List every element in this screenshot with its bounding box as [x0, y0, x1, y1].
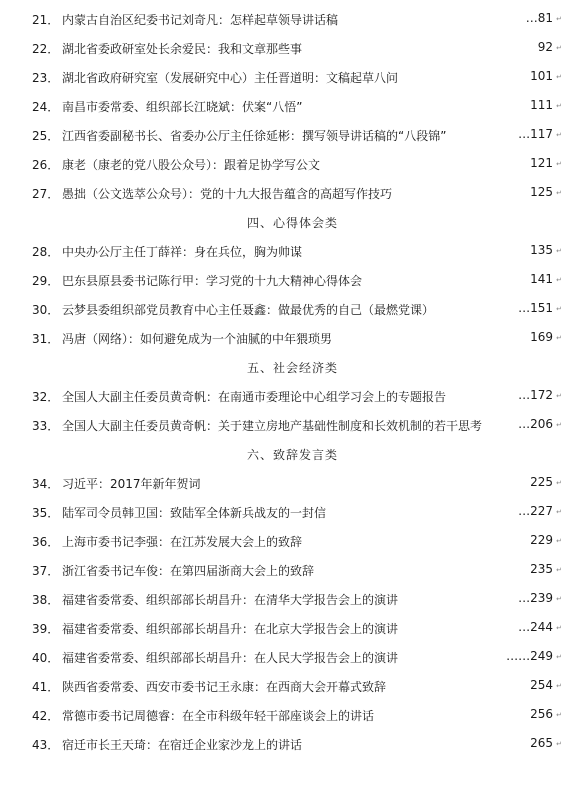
entry-page-number [517, 388, 553, 402]
entry-number: 30． [32, 303, 60, 317]
entry-title: 云梦县委组织部党员教育中心主任聂鑫：做最优秀的自己（最燃党课） [62, 303, 435, 317]
entry-leader-dots: … [518, 417, 531, 431]
toc-entry[interactable] [0, 530, 585, 552]
paragraph-mark-icon: ↵ [556, 595, 562, 603]
entry-number: 27． [32, 187, 60, 201]
entry-page-number [529, 272, 553, 286]
toc-entry[interactable] [0, 617, 585, 639]
entry-page-value: 111 [530, 98, 553, 112]
paragraph-mark-icon: ↵ [556, 711, 562, 719]
paragraph-mark-icon: ↵ [556, 334, 562, 342]
toc-entry[interactable] [0, 240, 585, 262]
toc-entry[interactable] [0, 472, 585, 494]
entry-page-value: 229 [530, 533, 553, 547]
entry-page-value: 225 [530, 475, 553, 489]
entry-page-value: 227 [530, 504, 553, 518]
entry-leader-dots: …… [506, 649, 531, 663]
entry-page-value: 265 [530, 736, 553, 750]
entry-number: 38． [32, 593, 60, 607]
paragraph-mark-icon: ↵ [556, 740, 562, 748]
entry-title: 江西省委副秘书长、省委办公厅主任徐延彬：撰写领导讲话稿的“八段锦” [62, 129, 447, 143]
section-title: 四、心得体会类 [246, 216, 338, 230]
entry-number: 29． [32, 274, 60, 288]
entry-leader-dots: … [518, 301, 531, 315]
entry-page-number [529, 185, 553, 199]
entry-page-number [529, 707, 553, 721]
entry-page-number [517, 127, 553, 141]
entry-number: 42． [32, 709, 60, 723]
entry-page-value: 235 [530, 562, 553, 576]
entry-number: 39． [32, 622, 60, 636]
entry-title: 全国人大副主任委员黄奇帆：关于建立房地产基础性制度和长效机制的若干思考 [62, 419, 483, 433]
entry-number: 35． [32, 506, 60, 520]
entry-page-value: 239 [530, 591, 553, 605]
toc-entry[interactable] [0, 385, 585, 407]
entry-title: 习近平：2017年新年贺词 [62, 477, 201, 491]
entry-page-number [529, 562, 553, 576]
entry-leader-dots: … [518, 620, 531, 634]
paragraph-mark-icon: ↵ [556, 624, 562, 632]
entry-page-number [529, 156, 553, 170]
entry-leader-dots: … [518, 591, 531, 605]
entry-page-number [529, 678, 553, 692]
paragraph-mark-icon: ↵ [556, 102, 562, 110]
entry-number: 43． [32, 738, 60, 752]
entry-number: 34． [32, 477, 60, 491]
entry-number: 23． [32, 71, 60, 85]
entry-number: 40． [32, 651, 60, 665]
entry-title: 陕西省委常委、西安市委书记王永康：在西商大会开幕式致辞 [62, 680, 387, 694]
entry-page-number [529, 243, 553, 257]
toc-entry[interactable] [0, 704, 585, 726]
paragraph-mark-icon: ↵ [556, 566, 562, 574]
entry-title: 福建省委常委、组织部部长胡昌升：在人民大学报告会上的演讲 [62, 651, 399, 665]
paragraph-mark-icon: ↵ [556, 392, 562, 400]
paragraph-mark-icon: ↵ [556, 131, 562, 139]
entry-leader-dots: … [518, 127, 531, 141]
paragraph-mark-icon: ↵ [556, 537, 562, 545]
toc-entry[interactable] [0, 182, 585, 204]
section-title: 五、社会经济类 [246, 361, 338, 375]
paragraph-mark-icon: ↵ [556, 189, 562, 197]
entry-page-value: 256 [530, 707, 553, 721]
toc-entry[interactable] [0, 327, 585, 349]
entry-page-number [517, 301, 553, 315]
entry-title: 上海市委书记李强：在江苏发展大会上的致辞 [62, 535, 303, 549]
toc-entry[interactable] [0, 37, 585, 59]
entry-page-number [529, 330, 553, 344]
paragraph-mark-icon: ↵ [556, 508, 562, 516]
paragraph-mark-icon: ↵ [556, 276, 562, 284]
toc-entry[interactable] [0, 646, 585, 668]
entry-page-value: 125 [530, 185, 553, 199]
paragraph-mark-icon: ↵ [556, 682, 562, 690]
entry-title: 内蒙古自治区纪委书记刘奇凡：怎样起草领导讲话稿 [62, 13, 339, 27]
section-heading [0, 211, 585, 233]
section-heading [0, 356, 585, 378]
entry-title: 浙江省委书记车俊：在第四届浙商大会上的致辞 [62, 564, 315, 578]
toc-entry[interactable] [0, 501, 585, 523]
toc-entry[interactable] [0, 124, 585, 146]
entry-number: 24． [32, 100, 60, 114]
section-heading [0, 443, 585, 465]
entry-page-value: 172 [530, 388, 553, 402]
entry-page-number [517, 591, 553, 605]
entry-title: 冯唐（网络）：如何避免成为一个油腻的中年猥琐男 [62, 332, 333, 346]
entry-page-number [517, 504, 553, 518]
paragraph-mark-icon: ↵ [556, 15, 562, 23]
entry-title: 福建省委常委、组织部部长胡昌升：在北京大学报告会上的演讲 [62, 622, 399, 636]
entry-title: 中央办公厅主任丁薛祥：身在兵位，胸为帅谋 [62, 245, 303, 259]
entry-title: 陆军司令员韩卫国：致陆军全体新兵战友的一封信 [62, 506, 327, 520]
entry-title: 常德市委书记周德睿：在全市科级年轻干部座谈会上的讲话 [62, 709, 375, 723]
entry-page-value: 101 [530, 69, 553, 83]
paragraph-mark-icon: ↵ [556, 44, 562, 52]
entry-title: 愚拙（公文选萃公众号）：党的十九大报告蕴含的高超写作技巧 [62, 187, 393, 201]
toc-entry[interactable] [0, 733, 585, 755]
toc-entry[interactable] [0, 675, 585, 697]
paragraph-mark-icon: ↵ [556, 479, 562, 487]
paragraph-mark-icon: ↵ [556, 160, 562, 168]
entry-page-number [529, 533, 553, 547]
entry-number: 32． [32, 390, 60, 404]
entry-title: 福建省委常委、组织部部长胡昌升：在清华大学报告会上的演讲 [62, 593, 399, 607]
entry-number: 26． [32, 158, 60, 172]
paragraph-mark-icon: ↵ [556, 73, 562, 81]
entry-title: 全国人大副主任委员黄奇帆：在南通市委理论中心组学习会上的专题报告 [62, 390, 447, 404]
toc-entry[interactable] [0, 95, 585, 117]
entry-title: 巴东县原县委书记陈行甲：学习党的十九大精神心得体会 [62, 274, 363, 288]
entry-page-value: 135 [530, 243, 553, 257]
toc-entry[interactable] [0, 269, 585, 291]
entry-title: 康老（康老的党八股公众号）：跟着足协学写公文 [62, 158, 321, 172]
toc-entry[interactable] [0, 414, 585, 436]
entry-page-value: 244 [530, 620, 553, 634]
entry-page-number [525, 11, 553, 25]
entry-leader-dots: … [518, 388, 531, 402]
toc-entry[interactable] [0, 559, 585, 581]
entry-page-value: 121 [530, 156, 553, 170]
entry-leader-dots: … [518, 504, 531, 518]
entry-page-value: 206 [530, 417, 553, 431]
entry-page-number [505, 649, 553, 663]
paragraph-mark-icon: ↵ [556, 653, 562, 661]
entry-number: 36． [32, 535, 60, 549]
entry-number: 41． [32, 680, 60, 694]
entry-page-value: 92 [537, 40, 553, 54]
paragraph-mark-icon: ↵ [556, 247, 562, 255]
entry-page-value: 81 [537, 11, 553, 25]
entry-title: 湖北省委政研室处长余爱民：我和文章那些事 [62, 42, 303, 56]
entry-number: 31． [32, 332, 60, 346]
entry-number: 21． [32, 13, 60, 27]
toc-entry[interactable] [0, 66, 585, 88]
entry-page-number [537, 40, 553, 54]
entry-page-value: 117 [530, 127, 553, 141]
entry-page-number [529, 98, 553, 112]
entry-leader-dots: … [525, 11, 538, 25]
entry-title: 湖北省政府研究室（发展研究中心）主任晋道明：文稿起草八问 [62, 71, 399, 85]
entry-page-value: 254 [530, 678, 553, 692]
entry-number: 22． [32, 42, 60, 56]
entry-number: 33． [32, 419, 60, 433]
entry-page-number [529, 736, 553, 750]
entry-page-number [517, 417, 553, 431]
entry-number: 37． [32, 564, 60, 578]
entry-page-number [517, 620, 553, 634]
paragraph-mark-icon: ↵ [556, 305, 562, 313]
entry-page-value: 151 [530, 301, 553, 315]
entry-number: 25． [32, 129, 60, 143]
section-title: 六、致辞发言类 [246, 448, 338, 462]
entry-page-number [529, 475, 553, 489]
entry-page-value: 169 [530, 330, 553, 344]
toc-entry[interactable] [0, 588, 585, 610]
toc-entry[interactable] [0, 298, 585, 320]
entry-page-number [529, 69, 553, 83]
toc-entry[interactable] [0, 153, 585, 175]
entry-number: 28． [32, 245, 60, 259]
entry-title: 南昌市委常委、组织部长江晓斌：伏案“八悟” [62, 100, 303, 114]
paragraph-mark-icon: ↵ [556, 421, 562, 429]
entry-page-value: 141 [530, 272, 553, 286]
toc-entry[interactable] [0, 8, 585, 30]
entry-title: 宿迁市长王天琦：在宿迁企业家沙龙上的讲话 [62, 738, 303, 752]
entry-page-value: 249 [530, 649, 553, 663]
